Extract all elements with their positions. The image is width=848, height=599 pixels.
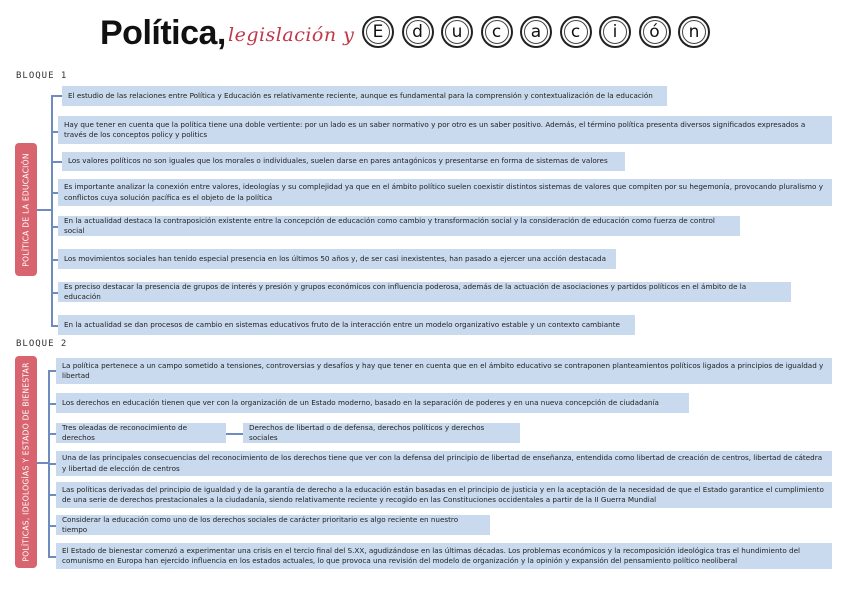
bloque1-item-5: En la actualidad destaca la contraposición existente entre la concepción de educación como cambio y transformación social y la consideración de educación como fuerza de control social <box>58 216 740 236</box>
bloque2-sub-item: Derechos de libertad o de defensa, derechos políticos y derechos sociales <box>243 423 520 443</box>
bloque2-sidebar-title: POLÍTICAS, IDEOLOGÍAS Y ESTADO DE BIENESTAR <box>21 362 31 562</box>
bloque1-label: BLOQUE 1 <box>16 71 68 81</box>
bloque1-sidebar-title: POLÍTICA DE LA EDUCACIÓN <box>21 152 31 267</box>
bloque2-item-7: El Estado de bienestar comenzó a experimentar una crisis en el tercio final del S.XX, agudizándose en las últimas décadas. Los problemas económicos y la recomposición ideológica tras el hundimiento del comunismo en Europa han ejercido influencia en los estados actuales, lo que provoca una revisión del modelo de organización y la opinión y expansión del pensamiento político neoliberal <box>56 543 832 569</box>
bloque1-item-8: En la actualidad se dan procesos de cambio en sistemas educativos fruto de la interacción entre un modelo organizativo estable y un contexto cambiante <box>58 315 635 335</box>
bloque2-label: BLOQUE 2 <box>16 339 68 349</box>
page-title <box>100 14 848 58</box>
connector <box>37 462 48 464</box>
title-main: Política, <box>100 14 226 52</box>
connector <box>226 433 243 435</box>
bloque1-item-4: Es importante analizar la conexión entre valores, ideologías y su complejidad ya que en el ámbito político suelen coexistir distintos sistemas de valores que compiten por su hegemonía, provocando pluralismo y conflictos cuya solución pacífica es el objeto de la política <box>58 179 832 206</box>
connector <box>48 403 56 405</box>
title-script: legislación y <box>228 24 355 46</box>
bloque2-item-4: Una de las principales consecuencias del reconocimiento de los derechos tiene que ver con la defensa del principio de libertad de enseñanza, entendida como libertad de creación de centros, libertad de cátedra y libertad de elección de centros <box>56 451 832 476</box>
bloque2-item-2: Los derechos en educación tienen que ver con la organización de un Estado moderno, basado en la separación de poderes y en una nueva concepción de ciudadanía <box>56 393 689 413</box>
connector <box>48 525 56 527</box>
title-letter: u <box>441 16 473 48</box>
connector <box>51 95 62 97</box>
bloque1-item-3: Los valores políticos no son iguales que los morales o individuales, suelen darse en pares antagónicos y presentarse en forma de sistemas de valores <box>62 152 625 171</box>
title-letter: E <box>362 16 394 48</box>
connector <box>48 433 56 435</box>
bloque2-item-6: Considerar la educación como uno de los derechos sociales de carácter prioritario es algo reciente en nuestro tiempo <box>56 515 490 535</box>
bloque1-sidebar <box>15 143 37 276</box>
title-letter: i <box>599 16 631 48</box>
title-letter: a <box>520 16 552 48</box>
title-letter: ó <box>639 16 671 48</box>
connector <box>37 209 51 211</box>
title-letter: n <box>678 16 710 48</box>
connector <box>48 556 56 558</box>
connector <box>48 494 56 496</box>
bloque1-item-1: El estudio de las relaciones entre Política y Educación es relativamente reciente, aunque es fundamental para la comprensión y contextualización de la educación <box>62 86 667 106</box>
title-letter: c <box>560 16 592 48</box>
title-letter: d <box>402 16 434 48</box>
bloque2-item-3: Tres oleadas de reconocimiento de derechos <box>56 423 226 443</box>
title-circled-letters <box>362 16 718 48</box>
title-letter: c <box>481 16 513 48</box>
connector <box>48 370 56 372</box>
bloque2-item-1: La política pertenece a un campo sometido a tensiones, controversias y desafíos y hay que tener en cuenta que en el ámbito educativo se contraponen planteamientos políticos ligados a principios de igualdad y libertad <box>56 358 832 384</box>
bloque2-sidebar <box>15 356 37 568</box>
bloque1-item-2: Hay que tener en cuenta que la política tiene una doble vertiente: por un lado es un saber normativo y por otro es un saber positivo. Además, el término política presenta diversos significados expresados a través de los conceptos policy y politics <box>58 116 832 144</box>
connector <box>51 161 62 163</box>
bloque2-item-5: Las políticas derivadas del principio de igualdad y de la garantía de derecho a la educación están basadas en el principio de justicia y en la aceptación de la necesidad de que el Estado garantice el cumplimiento de una serie de derechos prestacionales a la ciudadanía, siendo relativamente reciente y recogido en las Constituciones occidentales a partir de la II Guerra Mundial <box>56 482 832 508</box>
connector <box>48 463 56 465</box>
bloque1-item-7: Es preciso destacar la presencia de grupos de interés y presión y grupos económicos con influencia poderosa, además de la actuación de asociaciones y partidos políticos en el ámbito de la educación <box>58 282 791 302</box>
bloque1-item-6: Los movimientos sociales han tenido especial presencia en los últimos 50 años y, de ser casi inexistentes, han pasado a ejercer una acción destacada <box>58 249 616 269</box>
